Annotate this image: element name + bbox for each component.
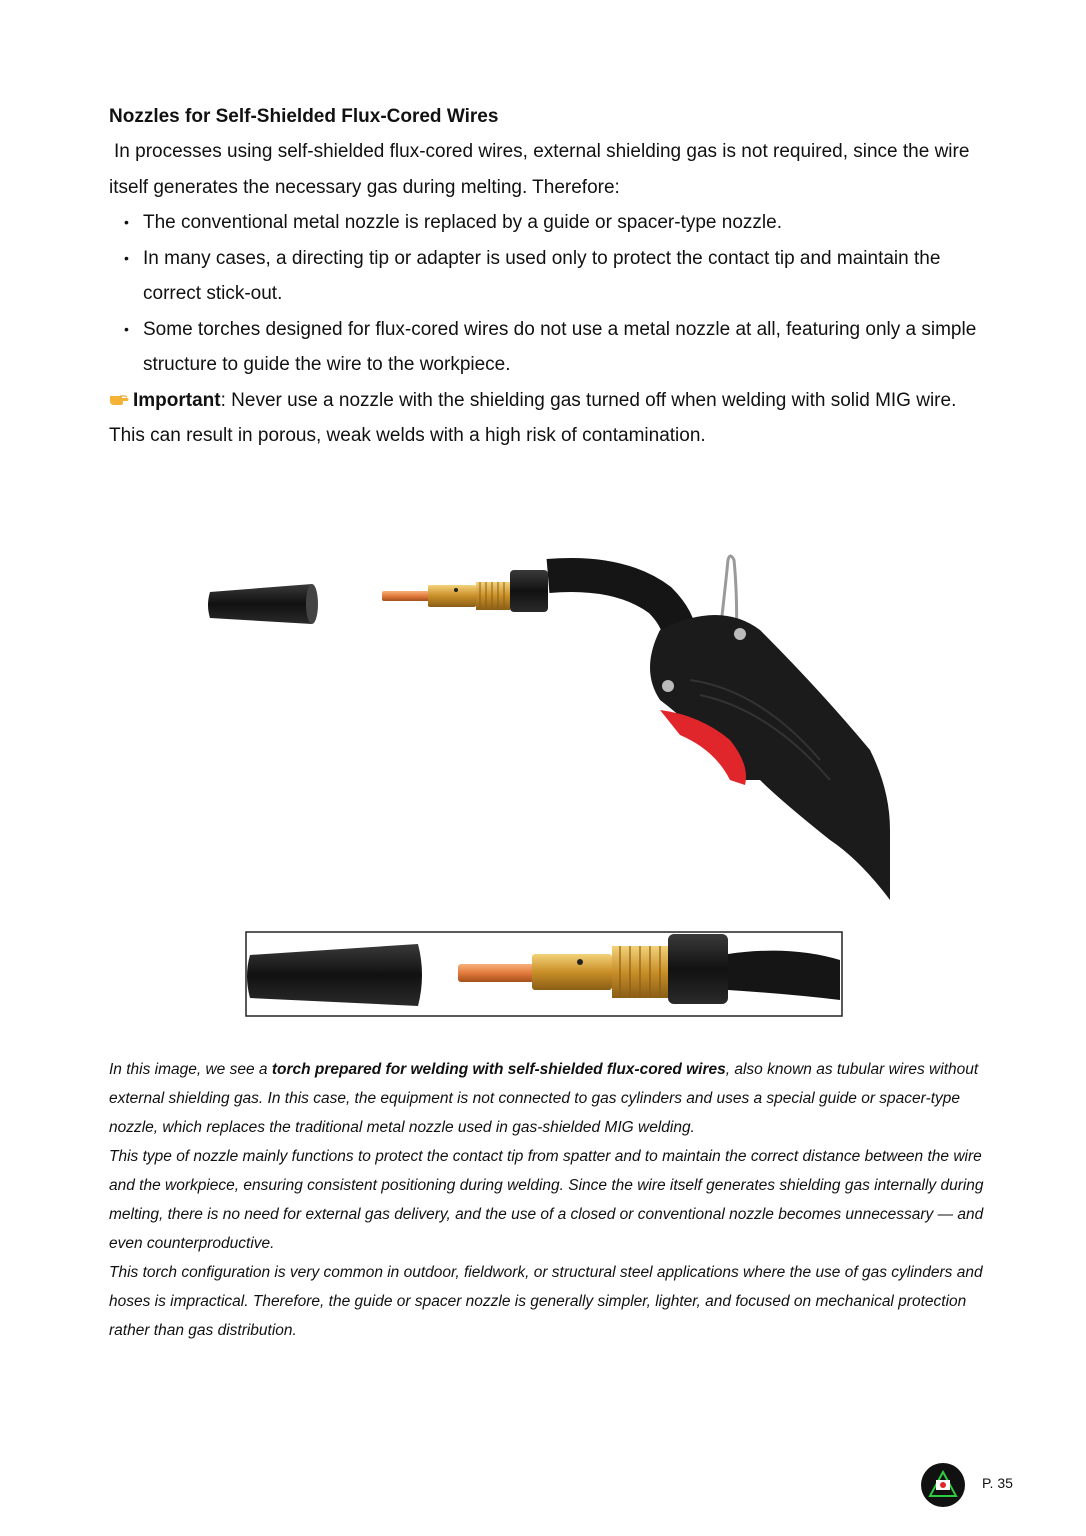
detail-inset (246, 932, 842, 1016)
list-item: • The conventional metal nozzle is replaced by a guide or spacer-type nozzle. (143, 205, 989, 241)
list-item: • In many cases, a directing tip or adapter is used only to protect the contact tip and maintain the correct stick-out. (143, 241, 989, 312)
contact-tip-part (382, 570, 548, 612)
caption-bold-phrase: torch prepared for welding with self-shielded flux-cored wires (271, 1061, 726, 1078)
important-note (109, 383, 989, 454)
page-number: P. 35 (982, 1475, 1013, 1491)
bullet-dot: • (124, 214, 129, 230)
important-text: : Never use a nozzle with the shielding gas turned off when welding with solid MIG wire. This can result in porous, weak welds with a high risk of contamination. (109, 389, 957, 446)
section-heading: Nozzles for Self-Shielded Flux-Cored Wires (109, 106, 499, 127)
bullet-dot: • (124, 320, 129, 337)
pointing-hand-icon (109, 383, 133, 419)
image-caption (109, 1055, 989, 1345)
bullet-list (109, 205, 989, 383)
important-label: Important (133, 389, 221, 411)
caption-paragraph-3: This torch configuration is very common in outdoor, fieldwork, or structural steel applications where the use of gas cylinders and hoses is impractical. Therefore, the guide or spacer nozzle is generally simpler, lighter, and focused on mechanical protection rather than gas distribution. (109, 1264, 983, 1339)
text-section (109, 100, 989, 454)
bullet-dot: • (124, 249, 129, 266)
publisher-logo (920, 1462, 966, 1508)
nozzle-part (208, 584, 318, 624)
caption-paragraph-2: This type of nozzle mainly functions to protect the contact tip from spatter and to maintain the correct distance between the wire and the workpiece, ensuring consistent positioning during welding. Since the wire itself generates shielding gas internally during melting, there is no need for external gas delivery, and the use of a closed or conventional nozzle becomes unnecessary — and even counterproductive. (109, 1148, 984, 1252)
list-item: • Some torches designed for flux-cored wires do not use a metal nozzle at all, featuring only a simple structure to guide the wire to the workpiece. (143, 312, 989, 383)
welding-torch-image (160, 540, 900, 1040)
intro-paragraph: In processes using self-shielded flux-cored wires, external shielding gas is not required, since the wire itself generates the necessary gas during melting. Therefore: (109, 141, 970, 198)
torch-handle (650, 615, 890, 900)
caption-paragraph-1: In this image, we see a torch prepared for welding with self-shielded flux-cored wires, also known as tubular wires without external shielding gas. In this case, the equipment is not connected to gas cylinders and uses a special guide or spacer-type nozzle, which replaces the traditional metal nozzle used in gas-shielded MIG welding. (109, 1061, 979, 1136)
